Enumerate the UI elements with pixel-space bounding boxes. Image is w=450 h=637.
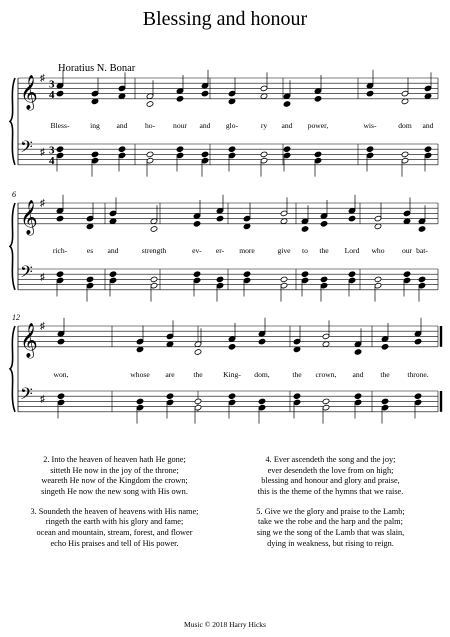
note-head [201, 151, 209, 158]
lyric-syllable: the [292, 370, 302, 379]
lyric-syllable: the [319, 246, 329, 255]
verse-line: 5. Give we the glory and praise to the Lamb; [256, 506, 405, 516]
lyric-syllable: to [302, 246, 308, 255]
note-head [91, 151, 99, 158]
measure-number: 12 [12, 313, 20, 322]
note-head [228, 146, 236, 153]
time-signature-top: 3 [49, 78, 55, 91]
lyric-syllable: are [165, 370, 175, 379]
sharp-icon: ♯ [40, 146, 45, 158]
treble-clef-icon: 𝄞 [20, 322, 38, 358]
lyric-syllable: and [199, 121, 211, 130]
note-head [146, 101, 154, 108]
note-head [414, 393, 422, 400]
lyric-syllable: the [380, 370, 390, 379]
lyric-syllable: and [281, 121, 293, 130]
note-head [86, 223, 94, 230]
note-head [322, 398, 330, 405]
lyric-syllable: power, [307, 121, 329, 130]
verse-line: singeth He now the new song with His own. [41, 486, 188, 496]
verse-line: ringeth the earth with his glory and fame; [45, 517, 184, 527]
brace [10, 78, 15, 165]
note-head [283, 146, 291, 153]
song-title: Blessing and honour [142, 8, 308, 30]
note-head [146, 151, 154, 158]
verse-2 [12, 455, 217, 497]
note-head [194, 398, 202, 405]
note-head [293, 393, 301, 400]
note-head [280, 218, 288, 225]
verse-3 [12, 507, 217, 549]
note-head [56, 271, 64, 278]
lyric-syllable: and [107, 246, 119, 255]
lyric-syllable: ho- [144, 121, 156, 130]
lyric-syllable: nour [173, 121, 187, 130]
note-head [314, 151, 322, 158]
note-head [194, 349, 202, 356]
lyric-syllable: crown, [315, 370, 337, 379]
note-head [258, 398, 266, 405]
note-head [118, 93, 126, 100]
note-head [260, 151, 268, 158]
lyric-syllable: dom [398, 121, 412, 130]
lyric-syllable: whose [130, 370, 150, 379]
lyric-syllable: bat- [416, 246, 428, 255]
measure-number: 6 [12, 190, 16, 199]
note-head [243, 271, 251, 278]
note-head [320, 276, 328, 283]
note-head [260, 93, 268, 100]
note-head [109, 271, 117, 278]
sharp-icon: ♯ [40, 271, 45, 283]
note-head [193, 221, 201, 228]
lyric-syllable: ev- [192, 246, 202, 255]
lyric-syllable: Lord [344, 246, 360, 255]
verse-line: blessing and honour and glory and praise, [261, 476, 400, 486]
note-head [56, 90, 64, 97]
note-head [424, 146, 432, 153]
verse-line: this is the theme of the hymns that we raise. [257, 486, 404, 496]
author-credit: Horatius N. Bonar [58, 63, 136, 74]
treble-clef-icon: 𝄞 [20, 74, 38, 110]
lyric-syllable: King- [223, 370, 241, 379]
verse-line: sing we the song of the Lamb that was slain, [256, 528, 405, 538]
lyric-syllable: won, [53, 370, 69, 379]
note-head [348, 215, 356, 222]
verses-right-column [228, 455, 433, 559]
note-head [258, 338, 266, 345]
note-head [176, 96, 184, 103]
note-head [166, 393, 174, 400]
note-head [56, 215, 64, 222]
note-head [109, 218, 117, 225]
verse-line: echo His praises and tell of His power. [50, 538, 179, 548]
lyric-syllable: throne. [407, 370, 429, 379]
note-head [216, 215, 224, 222]
verse-line: dying in weakness, but rising to reign. [267, 538, 394, 548]
lyric-syllable: es [86, 246, 94, 255]
sharp-icon: ♯ [40, 198, 45, 209]
note-head [403, 218, 411, 225]
brace [10, 203, 15, 290]
note-head [57, 338, 65, 345]
clefs-and-keys [12, 73, 55, 407]
lyric-syllable: ing [90, 121, 100, 130]
note-head [216, 276, 224, 283]
note-head [118, 146, 126, 153]
note-head [374, 223, 382, 230]
note-head [56, 146, 64, 153]
verse-line: 2. Into the heaven of heaven hath He gone; [43, 455, 186, 464]
note-head [354, 393, 362, 400]
sharp-icon: ♯ [40, 393, 45, 405]
brace [10, 326, 15, 412]
note-head [201, 90, 209, 97]
lyric-syllable: er- [215, 246, 225, 255]
lyric-syllable: our [401, 246, 413, 255]
verse-5 [228, 507, 433, 549]
note-head [57, 393, 65, 400]
note-head [283, 101, 291, 108]
lyric-syllable: Bless- [50, 121, 70, 130]
lyric-syllable: and [352, 370, 364, 379]
lyric-syllable: more [239, 246, 255, 255]
lyric-syllable: glo- [225, 121, 239, 130]
note-head [354, 349, 362, 356]
note-head [401, 98, 409, 105]
time-signature-bottom: 4 [49, 88, 55, 101]
treble-clef-icon: 𝄞 [20, 199, 38, 235]
note-head [301, 226, 309, 233]
verse-line: weareth He now of the Kingdom the crown; [41, 476, 188, 486]
lyric-syllable: the [193, 370, 203, 379]
note-head [136, 398, 144, 405]
verse-4 [228, 455, 433, 497]
note-head [381, 344, 389, 351]
lyric-syllable: give [277, 246, 291, 255]
note-head [228, 344, 236, 351]
note-head [228, 393, 236, 400]
verse-line: take we the robe and the harp and the palm; [258, 517, 403, 527]
verse-line: ocean and mountain, stream, forest, and flower [36, 528, 193, 538]
verse-line: ever desendeth the love from on high; [267, 465, 394, 475]
note-head [418, 276, 426, 283]
note-head [166, 341, 174, 348]
note-head [424, 93, 432, 100]
note-head [366, 146, 374, 153]
lyric-syllable: and [116, 121, 128, 130]
bass-clef-icon: 𝄢 [20, 261, 33, 286]
note-head [366, 90, 374, 97]
note-head [320, 221, 328, 228]
note-head [150, 276, 158, 283]
note-head [243, 223, 251, 230]
lyric-syllable: strength [141, 246, 167, 255]
verse-line: 4. Ever ascendeth the song and the joy; [265, 455, 396, 464]
verse-line: sitteth He now in the joy of the throne; [50, 465, 179, 475]
note-head [381, 398, 389, 405]
verse-line: 3. Soundeth the heaven of heavens with His name; [30, 506, 199, 516]
time-signature-top: 3 [49, 144, 55, 157]
note-head [314, 96, 322, 103]
note-head [374, 276, 382, 283]
bass-clef-icon: 𝄢 [20, 136, 33, 161]
note-head [418, 226, 426, 233]
lyric-syllable: who [371, 246, 385, 255]
note-head [228, 98, 236, 105]
note-head [322, 341, 330, 348]
lyric-syllable: rich- [52, 246, 68, 255]
note-head [293, 346, 301, 353]
note-head [136, 346, 144, 353]
bass-clef-icon: 𝄢 [20, 383, 33, 408]
copyright-footer: Music © 2018 Harry Hicks [184, 620, 266, 629]
note-head [86, 276, 94, 283]
time-signature-bottom: 4 [49, 154, 55, 167]
lyric-syllable: and [422, 121, 434, 130]
sharp-icon: ♯ [40, 321, 45, 332]
note-head [91, 98, 99, 105]
lyric-syllable: ry [260, 121, 268, 130]
note-head [150, 226, 158, 233]
note-head [301, 271, 309, 278]
note-head [401, 151, 409, 158]
lyric-syllable: wis- [363, 121, 377, 130]
lyric-syllable: dom, [254, 370, 270, 379]
verses-left-column [12, 455, 217, 559]
note-head [403, 271, 411, 278]
note-head [348, 271, 356, 278]
sharp-icon: ♯ [40, 73, 45, 84]
note-head [280, 276, 288, 283]
note-head [193, 271, 201, 278]
note-head [414, 338, 422, 345]
note-head [176, 146, 184, 153]
